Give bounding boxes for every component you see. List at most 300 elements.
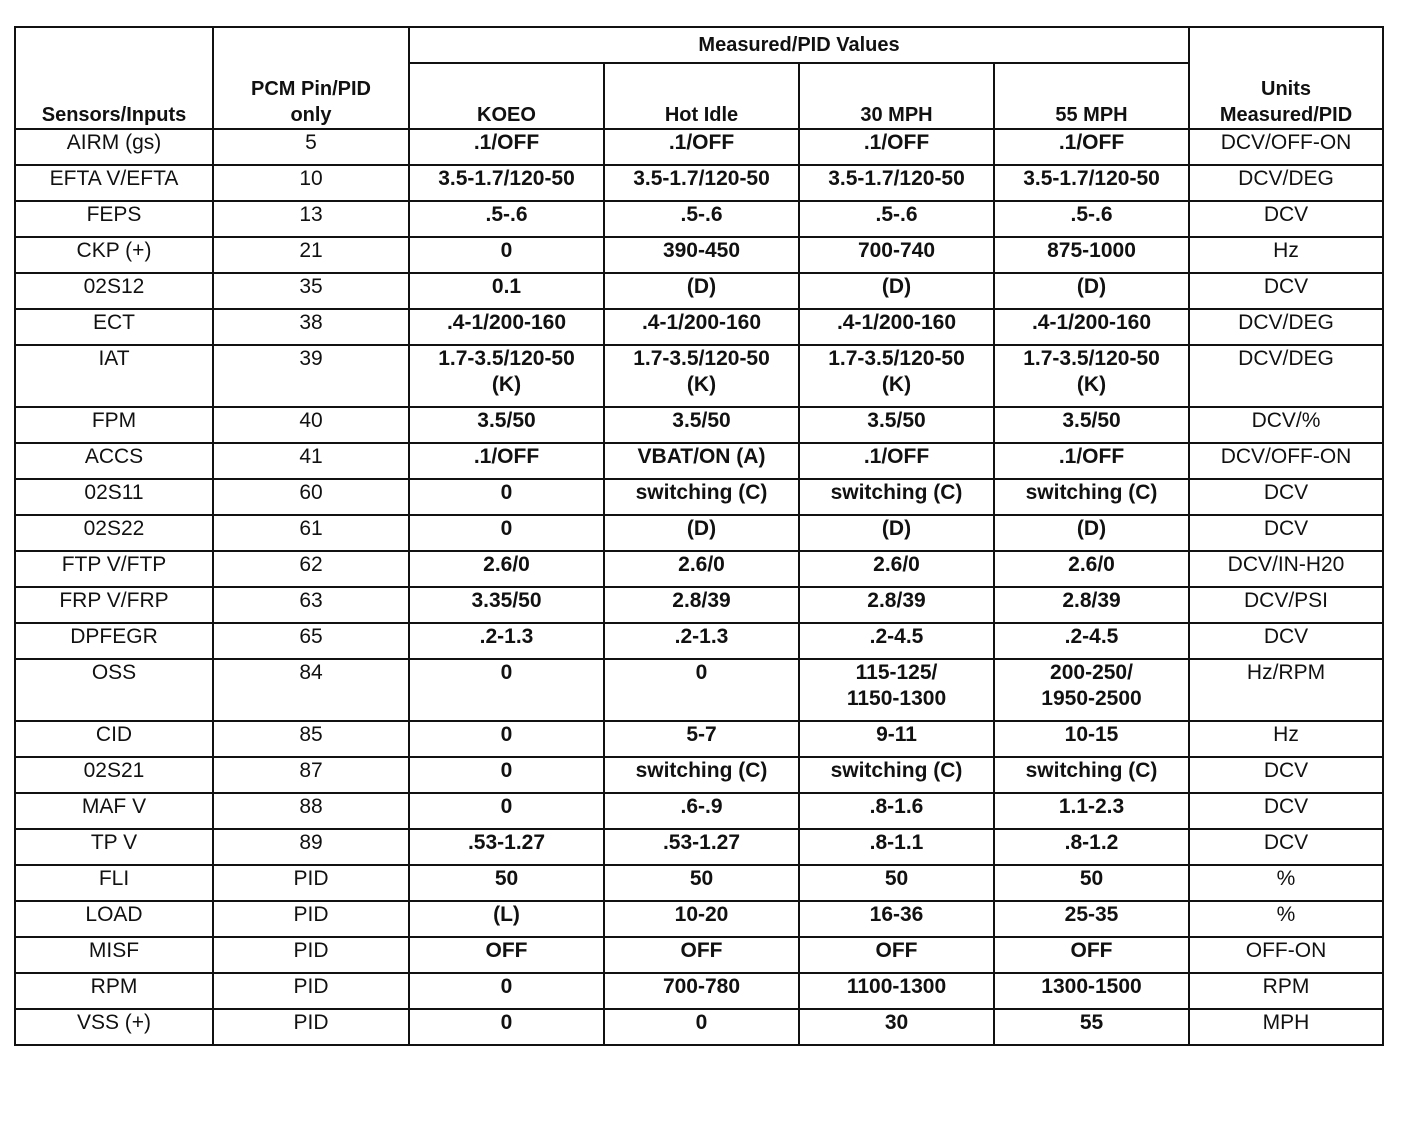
cell-text: 2.6/0 [678, 553, 725, 576]
cell-text: 2.8/39 [867, 589, 926, 612]
cell-pin [213, 587, 409, 623]
cell-text: 88 [299, 795, 323, 818]
cell-koeo [409, 721, 604, 757]
cell-hot-idle [604, 865, 799, 901]
cell-hot-idle [604, 721, 799, 757]
cell-text: VBAT/ON (A) [637, 445, 766, 468]
cell-koeo [409, 407, 604, 443]
cell-units [1189, 273, 1383, 309]
cell-sensor [15, 515, 213, 551]
cell-koeo [409, 623, 604, 659]
cell-koeo [409, 237, 604, 273]
cell-koeo [409, 129, 604, 165]
table-row [15, 201, 1383, 237]
cell-units [1189, 793, 1383, 829]
cell-sensor [15, 793, 213, 829]
cell-units [1189, 479, 1383, 515]
cell-text: .8-1.1 [869, 831, 924, 854]
cell-30-mph [799, 273, 994, 309]
cell-text: 02S12 [83, 275, 145, 298]
table-row [15, 1009, 1383, 1045]
cell-text: 41 [299, 445, 323, 468]
cell-55-mph [994, 443, 1189, 479]
cell-text: 0 [500, 517, 513, 540]
cell-pin [213, 973, 409, 1009]
table-row [15, 587, 1383, 623]
cell-30-mph [799, 623, 994, 659]
cell-text: 3.5-1.7/120-50 [1023, 167, 1160, 190]
cell-units [1189, 407, 1383, 443]
cell-text: .5-.6 [875, 203, 918, 226]
cell-text: CID [95, 723, 133, 746]
cell-text: RPM [1262, 975, 1310, 998]
cell-text: 84 [299, 661, 323, 684]
cell-hot-idle [604, 345, 799, 407]
cell-hot-idle [604, 623, 799, 659]
cell-text: 1.1-2.3 [1058, 795, 1125, 818]
cell-text: .1/OFF [1058, 131, 1125, 154]
cell-text: 9-11 [876, 723, 917, 746]
table-body [15, 129, 1383, 1045]
cell-text: 1300-1500 [1041, 975, 1142, 998]
cell-text: DCV/OFF-ON [1220, 445, 1352, 468]
cell-pin [213, 901, 409, 937]
cell-text: 1.7-3.5/120-50 [1023, 347, 1160, 370]
cell-text: switching (C) [830, 481, 963, 504]
cell-55-mph [994, 793, 1189, 829]
cell-koeo [409, 757, 604, 793]
cell-units [1189, 937, 1383, 973]
cell-text-line2: 1950-2500 [1041, 687, 1142, 710]
cell-pin [213, 165, 409, 201]
cell-text: DCV [1263, 625, 1309, 648]
cell-text: DCV/PSI [1244, 589, 1329, 612]
cell-sensor [15, 443, 213, 479]
header-sensors-inputs: Sensors/Inputs [15, 27, 213, 129]
cell-pin [213, 623, 409, 659]
cell-text: 0 [500, 975, 513, 998]
cell-sensor [15, 309, 213, 345]
cell-text: 3.5/50 [1062, 409, 1121, 432]
table-row [15, 865, 1383, 901]
cell-pin [213, 757, 409, 793]
cell-text: 10-15 [1064, 723, 1119, 746]
cell-sensor [15, 551, 213, 587]
cell-text-line2: (K) [491, 373, 522, 396]
cell-55-mph [994, 309, 1189, 345]
cell-text: .1/OFF [668, 131, 735, 154]
cell-hot-idle [604, 237, 799, 273]
cell-text: FLI [98, 867, 130, 890]
cell-text: % [1276, 903, 1296, 926]
cell-pin [213, 443, 409, 479]
cell-30-mph [799, 587, 994, 623]
header-koeo: KOEO [409, 63, 604, 129]
table-row [15, 757, 1383, 793]
cell-text: (D) [1076, 517, 1107, 540]
cell-text: 1100-1300 [846, 975, 947, 998]
cell-text: PID [293, 975, 329, 998]
cell-text: PID [293, 867, 329, 890]
cell-text: 89 [299, 831, 323, 854]
header-measured-pid-values: Measured/PID Values [409, 27, 1189, 63]
table-row [15, 345, 1383, 407]
cell-text: switching (C) [1025, 759, 1158, 782]
table-row [15, 129, 1383, 165]
cell-koeo [409, 515, 604, 551]
cell-pin [213, 407, 409, 443]
cell-koeo [409, 793, 604, 829]
cell-sensor [15, 1009, 213, 1045]
cell-55-mph [994, 937, 1189, 973]
cell-text: OFF [485, 939, 528, 962]
cell-pin [213, 793, 409, 829]
cell-text: 35 [299, 275, 323, 298]
cell-koeo [409, 201, 604, 237]
cell-text: OFF [875, 939, 918, 962]
table-row [15, 443, 1383, 479]
cell-55-mph [994, 345, 1189, 407]
cell-text: 0 [695, 1011, 708, 1034]
cell-hot-idle [604, 407, 799, 443]
cell-hot-idle [604, 901, 799, 937]
cell-text: .2-1.3 [674, 625, 729, 648]
cell-sensor [15, 865, 213, 901]
cell-55-mph [994, 623, 1189, 659]
cell-sensor [15, 273, 213, 309]
cell-text: 38 [299, 311, 323, 334]
cell-pin [213, 551, 409, 587]
cell-hot-idle [604, 1009, 799, 1045]
cell-55-mph [994, 165, 1189, 201]
cell-text: 50 [884, 867, 909, 890]
cell-text: DCV/DEG [1238, 311, 1334, 334]
cell-text: CKP (+) [76, 239, 152, 262]
cell-pin [213, 309, 409, 345]
cell-pin [213, 1009, 409, 1045]
cell-55-mph [994, 515, 1189, 551]
cell-hot-idle [604, 479, 799, 515]
cell-sensor [15, 407, 213, 443]
cell-hot-idle [604, 793, 799, 829]
cell-koeo [409, 587, 604, 623]
cell-text: 700-740 [857, 239, 936, 262]
cell-text: 40 [299, 409, 323, 432]
cell-30-mph [799, 443, 994, 479]
cell-sensor [15, 479, 213, 515]
cell-text: 0 [500, 239, 513, 262]
cell-units [1189, 623, 1383, 659]
cell-text: 3.35/50 [471, 589, 542, 612]
cell-30-mph [799, 793, 994, 829]
cell-55-mph [994, 129, 1189, 165]
cell-text: 5-7 [686, 723, 717, 746]
cell-units [1189, 309, 1383, 345]
table-row [15, 309, 1383, 345]
cell-30-mph [799, 659, 994, 721]
cell-koeo [409, 551, 604, 587]
cell-text: 30 [884, 1011, 909, 1034]
cell-30-mph [799, 829, 994, 865]
cell-text: FPM [91, 409, 137, 432]
cell-30-mph [799, 1009, 994, 1045]
cell-text: (D) [686, 517, 717, 540]
cell-text: .2-1.3 [479, 625, 534, 648]
cell-55-mph [994, 829, 1189, 865]
cell-units [1189, 757, 1383, 793]
cell-30-mph [799, 865, 994, 901]
cell-hot-idle [604, 973, 799, 1009]
cell-sensor [15, 901, 213, 937]
cell-text: .5-.6 [680, 203, 723, 226]
cell-text: switching (C) [1025, 481, 1158, 504]
cell-pin [213, 865, 409, 901]
cell-sensor [15, 587, 213, 623]
cell-text: 3.5-1.7/120-50 [438, 167, 575, 190]
cell-units [1189, 865, 1383, 901]
cell-koeo [409, 345, 604, 407]
cell-sensor [15, 829, 213, 865]
cell-text: 16-36 [869, 903, 924, 926]
cell-hot-idle [604, 515, 799, 551]
cell-sensor [15, 129, 213, 165]
cell-sensor [15, 659, 213, 721]
cell-30-mph [799, 901, 994, 937]
cell-units [1189, 659, 1383, 721]
cell-text: DPFEGR [70, 625, 158, 648]
cell-30-mph [799, 129, 994, 165]
table-row [15, 793, 1383, 829]
cell-30-mph [799, 937, 994, 973]
cell-text: .2-4.5 [1064, 625, 1119, 648]
cell-sensor [15, 345, 213, 407]
cell-text: 25-35 [1064, 903, 1119, 926]
cell-text: RPM [90, 975, 138, 998]
cell-units [1189, 129, 1383, 165]
cell-text: .6-.9 [680, 795, 723, 818]
cell-text: 13 [299, 203, 323, 226]
cell-text: 85 [299, 723, 323, 746]
cell-sensor [15, 757, 213, 793]
header-55-mph: 55 MPH [994, 63, 1189, 129]
cell-text: .1/OFF [473, 445, 540, 468]
cell-text: 5 [305, 131, 317, 154]
cell-koeo [409, 829, 604, 865]
cell-pin [213, 129, 409, 165]
cell-55-mph [994, 973, 1189, 1009]
cell-text: DCV/OFF-ON [1220, 131, 1352, 154]
cell-hot-idle [604, 937, 799, 973]
cell-text: 1.7-3.5/120-50 [438, 347, 575, 370]
cell-text: DCV/IN-H20 [1227, 553, 1345, 576]
cell-text: 1.7-3.5/120-50 [828, 347, 965, 370]
cell-text: 1.7-3.5/120-50 [633, 347, 770, 370]
cell-30-mph [799, 309, 994, 345]
cell-text: (D) [881, 517, 912, 540]
cell-text: .5-.6 [1070, 203, 1113, 226]
header-units-line2: Measured/PID [1219, 104, 1353, 126]
cell-text: 10-20 [674, 903, 729, 926]
cell-hot-idle [604, 551, 799, 587]
cell-text: % [1276, 867, 1296, 890]
cell-hot-idle [604, 757, 799, 793]
cell-55-mph [994, 201, 1189, 237]
cell-text: 3.5/50 [477, 409, 536, 432]
cell-text: ECT [93, 311, 135, 334]
cell-units [1189, 901, 1383, 937]
cell-30-mph [799, 407, 994, 443]
cell-30-mph [799, 237, 994, 273]
cell-text: 0 [500, 795, 513, 818]
cell-text: .1/OFF [863, 445, 930, 468]
cell-text-line2: 1150-1300 [846, 687, 947, 710]
cell-text: .1/OFF [863, 131, 930, 154]
cell-text: 2.6/0 [873, 553, 920, 576]
cell-text: 0 [500, 1011, 513, 1034]
cell-sensor [15, 201, 213, 237]
cell-text: 2.6/0 [1068, 553, 1115, 576]
cell-text: FTP V/FTP [61, 553, 167, 576]
header-pcm-pin-line1: PCM Pin/PID [250, 78, 371, 100]
cell-koeo [409, 865, 604, 901]
cell-text: (D) [881, 275, 912, 298]
cell-text: Hz [1273, 723, 1299, 746]
cell-text: DCV [1263, 759, 1309, 782]
cell-text: 61 [299, 517, 323, 540]
cell-text: DCV [1263, 831, 1309, 854]
cell-text: DCV [1263, 481, 1309, 504]
cell-text: 3.5-1.7/120-50 [828, 167, 965, 190]
cell-30-mph [799, 165, 994, 201]
table-row [15, 551, 1383, 587]
cell-text: IAT [98, 347, 130, 370]
table-row [15, 165, 1383, 201]
cell-text: 2.6/0 [483, 553, 530, 576]
header-units-line1: Units [1261, 78, 1312, 100]
header-hot-idle: Hot Idle [604, 63, 799, 129]
cell-text: .8-1.2 [1064, 831, 1119, 854]
cell-pin [213, 937, 409, 973]
cell-text: 2.8/39 [1062, 589, 1121, 612]
table-row [15, 515, 1383, 551]
cell-text: switching (C) [635, 759, 768, 782]
cell-units [1189, 515, 1383, 551]
cell-30-mph [799, 757, 994, 793]
cell-koeo [409, 1009, 604, 1045]
cell-pin [213, 659, 409, 721]
cell-hot-idle [604, 165, 799, 201]
cell-hot-idle [604, 659, 799, 721]
table-row [15, 937, 1383, 973]
cell-text: 60 [299, 481, 323, 504]
cell-text: DCV/% [1251, 409, 1321, 432]
cell-text: 02S21 [83, 759, 145, 782]
cell-text: OSS [91, 661, 137, 684]
cell-text: Hz/RPM [1246, 661, 1326, 684]
cell-30-mph [799, 973, 994, 1009]
cell-hot-idle [604, 829, 799, 865]
cell-text: PID [293, 939, 329, 962]
table-row [15, 237, 1383, 273]
cell-text: 0 [500, 661, 513, 684]
cell-55-mph [994, 721, 1189, 757]
cell-55-mph [994, 901, 1189, 937]
header-units [1189, 27, 1383, 129]
cell-units [1189, 165, 1383, 201]
cell-text-line2: (K) [881, 373, 912, 396]
cell-text: 50 [1079, 867, 1104, 890]
cell-55-mph [994, 407, 1189, 443]
cell-text: 65 [299, 625, 323, 648]
cell-text: 0 [500, 723, 513, 746]
cell-text: 62 [299, 553, 323, 576]
cell-pin [213, 515, 409, 551]
cell-55-mph [994, 659, 1189, 721]
cell-text: .4-1/200-160 [446, 311, 567, 334]
table-header [15, 27, 1383, 129]
cell-units [1189, 587, 1383, 623]
table-row [15, 479, 1383, 515]
table-row [15, 901, 1383, 937]
table-row [15, 721, 1383, 757]
cell-hot-idle [604, 587, 799, 623]
cell-sensor [15, 973, 213, 1009]
cell-55-mph [994, 479, 1189, 515]
cell-sensor [15, 937, 213, 973]
cell-pin [213, 237, 409, 273]
cell-text: DCV [1263, 795, 1309, 818]
cell-text: 3.5/50 [867, 409, 926, 432]
cell-text: PID [293, 1011, 329, 1034]
cell-text: 87 [299, 759, 323, 782]
cell-pin [213, 345, 409, 407]
cell-units [1189, 1009, 1383, 1045]
cell-30-mph [799, 479, 994, 515]
table-row [15, 829, 1383, 865]
cell-sensor [15, 165, 213, 201]
cell-text: 0.1 [491, 275, 522, 298]
cell-text: .1/OFF [1058, 445, 1125, 468]
cell-koeo [409, 659, 604, 721]
cell-text: 390-450 [662, 239, 741, 262]
cell-units [1189, 345, 1383, 407]
cell-units [1189, 829, 1383, 865]
cell-text: 10 [299, 167, 323, 190]
cell-55-mph [994, 757, 1189, 793]
cell-pin [213, 201, 409, 237]
cell-text: .4-1/200-160 [836, 311, 957, 334]
cell-hot-idle [604, 273, 799, 309]
cell-text: LOAD [85, 903, 143, 926]
cell-text: OFF-ON [1245, 939, 1327, 962]
cell-text: FEPS [86, 203, 142, 226]
cell-text: .1/OFF [473, 131, 540, 154]
cell-pin [213, 479, 409, 515]
cell-koeo [409, 165, 604, 201]
cell-text: 50 [689, 867, 714, 890]
cell-text: FRP V/FRP [59, 589, 169, 612]
cell-sensor [15, 237, 213, 273]
cell-text: switching (C) [635, 481, 768, 504]
cell-text: DCV/DEG [1238, 167, 1334, 190]
table-row [15, 973, 1383, 1009]
cell-55-mph [994, 1009, 1189, 1045]
header-pcm-pin-line2: only [290, 104, 332, 126]
table-row [15, 659, 1383, 721]
cell-text: DCV [1263, 275, 1309, 298]
cell-text: VSS (+) [76, 1011, 152, 1034]
cell-30-mph [799, 551, 994, 587]
